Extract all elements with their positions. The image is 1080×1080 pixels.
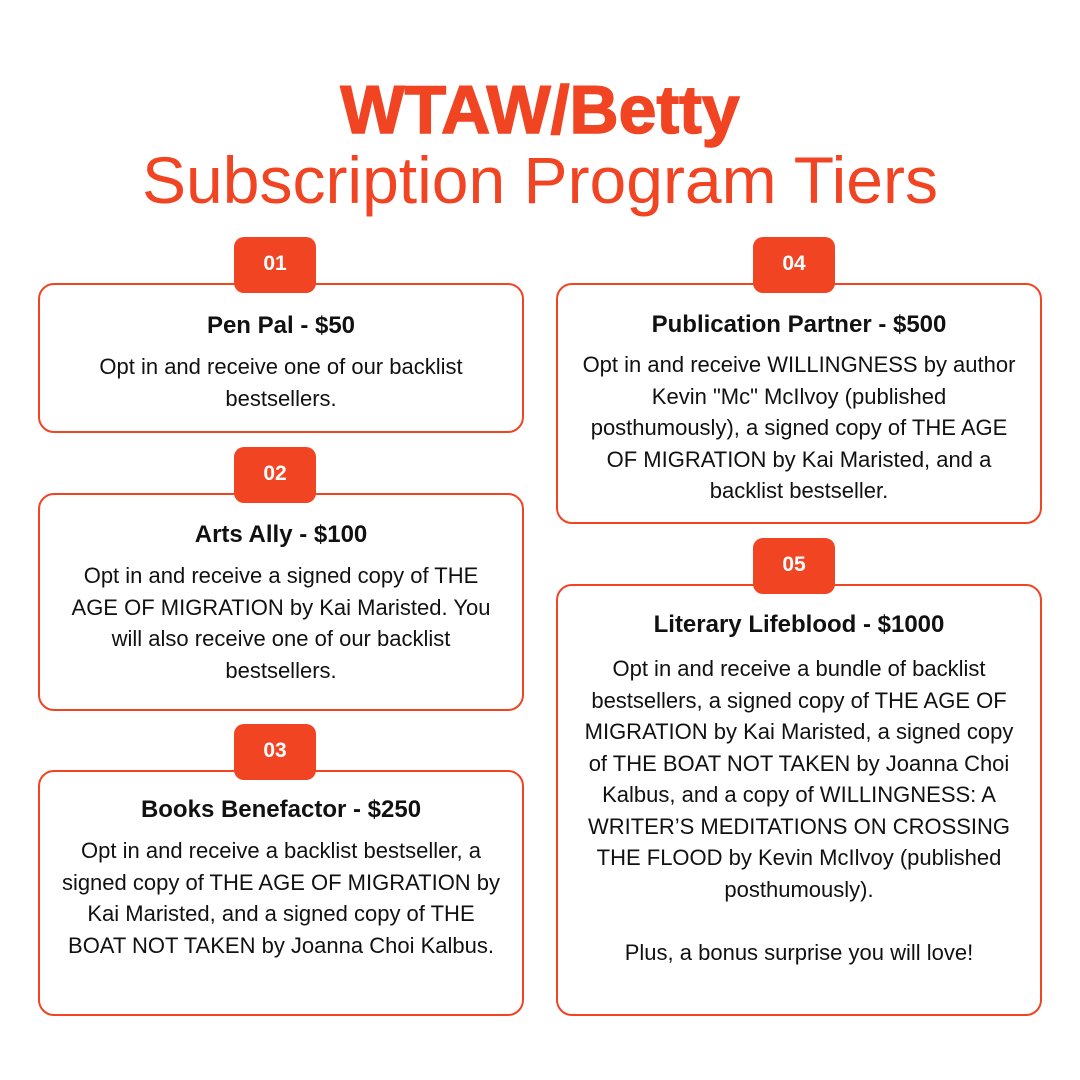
tier-description: Opt in and receive WILLINGNESS by author Kevin "Mc" McIlvoy (published posthumously), a signed copy of THE AGE OF MIGRATION by Kai Maristed, and a backlist bestseller.	[582, 352, 1016, 503]
page-subtitle: Subscription Program Tiers	[142, 143, 938, 217]
tier-description: Opt in and receive one of our backlist bestsellers.	[99, 354, 463, 411]
tier-name: Arts Ally - $100	[194, 521, 368, 548]
tier-card-publication-partner	[556, 283, 1042, 524]
tier-card-pen-pal	[38, 283, 524, 433]
tier-card-books-benefactor	[38, 770, 524, 1016]
tier-card-arts-ally	[38, 493, 524, 711]
tier-name: Publication Partner - $500	[651, 311, 947, 338]
tier-name: Books Benefactor - $250	[140, 796, 422, 823]
tier-description: Opt in and receive a signed copy of THE AGE OF MIGRATION by Kai Maristed. You will also receive one of our backlist bestsellers.	[71, 563, 491, 683]
tier-name: Literary Lifeblood - $1000	[653, 611, 945, 638]
tier-description: Opt in and receive a bundle of backlist bestsellers, a signed copy of THE AGE OF MIGRATION by Kai Maristed, a signed copy of THE BOAT NOT TAKEN by Joanna Choi Kalbus, and a copy of WILLINGNESS: A WRITER’S MEDITATIONS ON CROSSING THE FLOOD by Kevin McIlvoy (published posthumously). Plus, a bonus surprise you will love!	[584, 656, 1014, 965]
page-title: WTAW/Betty	[340, 72, 740, 148]
tier-name: Pen Pal - $50	[206, 312, 356, 339]
tier-card-literary-lifeblood	[556, 584, 1042, 1016]
tier-number-badge: 02	[234, 447, 316, 503]
tier-number-badge: 03	[234, 724, 316, 780]
tier-number-badge: 04	[753, 237, 835, 293]
tier-number-badge: 01	[234, 237, 316, 293]
tier-number-badge: 05	[753, 538, 835, 594]
tier-description: Opt in and receive a backlist bestseller, a signed copy of THE AGE OF MIGRATION by Kai Maristed, and a signed copy of THE BOAT NOT TAKEN by Joanna Choi Kalbus.	[61, 838, 501, 958]
